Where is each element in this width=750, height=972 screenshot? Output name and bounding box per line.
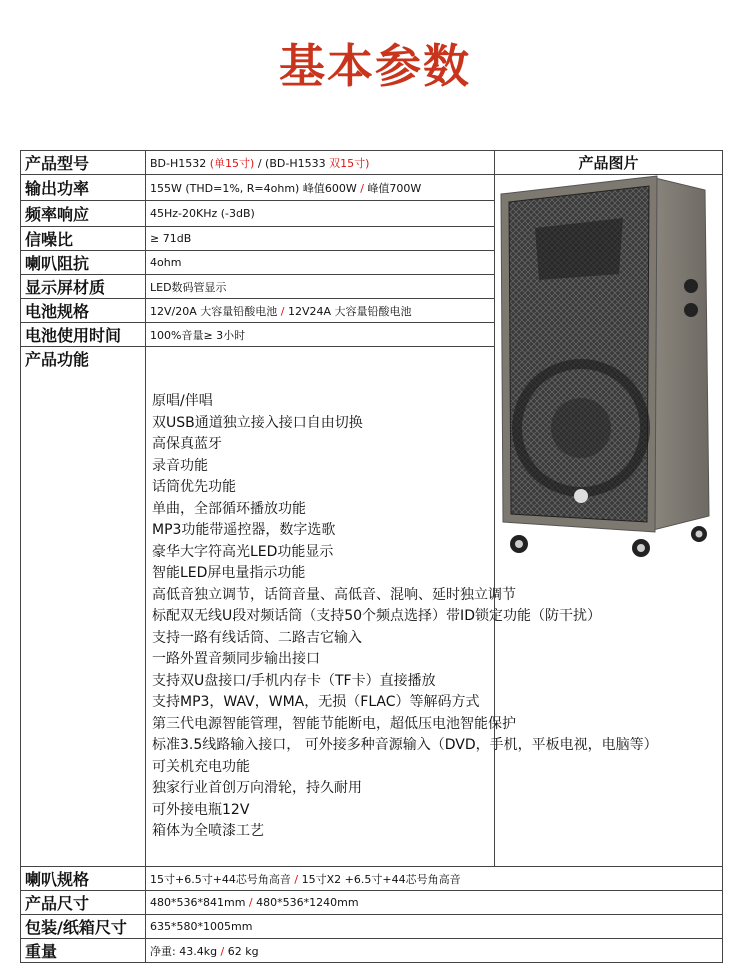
list-item: 标配双无线U段对频话筒（支持50个频点选择）带ID锁定功能（防干扰） bbox=[152, 608, 601, 624]
row-label: 电池规格 bbox=[21, 299, 146, 323]
value-separator: / bbox=[217, 944, 228, 958]
product-image bbox=[495, 170, 725, 562]
value-text: 45Hz-20KHz (-3dB) bbox=[150, 207, 255, 220]
value-text: LED数码管显示 bbox=[150, 280, 227, 294]
value-text: 12V/20A 大容量铅酸电池 bbox=[150, 304, 278, 318]
row-value bbox=[146, 201, 495, 227]
value-text: 100%音量≥ 3小时 bbox=[150, 328, 246, 342]
row-label: 电池使用时间 bbox=[21, 323, 146, 347]
row-label: 产品尺寸 bbox=[21, 891, 146, 915]
value-text: 480*536*841mm bbox=[150, 896, 246, 909]
list-item: 支持一路有线话筒、二路吉它输入 bbox=[152, 629, 362, 646]
list-item: 单曲，全部循环播放功能 bbox=[152, 500, 306, 517]
list-item: MP3功能带遥控器，数字选歌 bbox=[152, 522, 336, 538]
row-label: 显示屏材质 bbox=[21, 275, 146, 299]
list-item: 第三代电源智能管理，智能节能断电，超低压电池智能保护 bbox=[152, 715, 516, 732]
list-item: 原唱/伴唱 bbox=[152, 393, 213, 409]
value-text: 4ohm bbox=[150, 256, 182, 269]
row-value bbox=[146, 227, 495, 251]
table-row bbox=[21, 915, 723, 939]
list-item: 可外接电瓶12V bbox=[152, 801, 250, 818]
row-label: 喇叭规格 bbox=[21, 867, 146, 891]
value-text: / (BD-H1533 bbox=[254, 156, 330, 170]
list-item: 双USB通道独立接入接口自由切换 bbox=[152, 414, 363, 431]
row-value bbox=[146, 939, 723, 963]
table-row bbox=[21, 867, 723, 891]
row-label: 频率响应 bbox=[21, 201, 146, 227]
value-text: 480*536*1240mm bbox=[256, 896, 359, 909]
list-item: 支持双U盘接口/手机内存卡（TF卡）直接播放 bbox=[152, 672, 436, 689]
row-value bbox=[146, 915, 723, 939]
speaker-illustration bbox=[495, 170, 725, 562]
value-separator: / bbox=[277, 304, 288, 318]
row-label: 喇叭阻抗 bbox=[21, 251, 146, 275]
value-separator: / bbox=[290, 872, 302, 886]
value-separator: (单15寸) bbox=[209, 156, 255, 170]
row-value bbox=[146, 323, 495, 347]
list-item: 独家行业首创万向滑轮，持久耐用 bbox=[152, 780, 362, 796]
row-label: 输出功率 bbox=[21, 175, 146, 201]
value-text: 峰值700W bbox=[367, 181, 422, 195]
list-item: 箱体为全喷漆工艺 bbox=[152, 823, 264, 839]
value-text: 15寸X2 +6.5寸+44芯号角高音 bbox=[301, 872, 461, 886]
value-text: 155W (THD=1%, R=4ohm) 峰值600W bbox=[150, 181, 357, 195]
value-text: ≥ 71dB bbox=[150, 232, 192, 245]
list-item: 智能LED屏电量指示功能 bbox=[152, 565, 306, 581]
value-separator: 双15寸) bbox=[329, 156, 370, 170]
row-value bbox=[146, 151, 495, 175]
value-text: 635*580*1005mm bbox=[150, 920, 253, 933]
list-item: 标准3.5线路输入接口， 可外接多种音源输入（DVD，手机，平板电视，电脑等） bbox=[152, 737, 658, 753]
row-value bbox=[146, 299, 495, 323]
list-item: 可关机充电功能 bbox=[152, 758, 250, 775]
list-item: 高保真蓝牙 bbox=[152, 436, 222, 452]
value-text: 15寸+6.5寸+44芯号角高音 bbox=[150, 872, 291, 886]
row-label: 产品功能 bbox=[21, 347, 146, 867]
list-item: 高低音独立调节，话筒音量、高低音、混响、延时独立调节 bbox=[152, 586, 516, 603]
row-value bbox=[146, 891, 723, 915]
value-separator: / bbox=[356, 181, 368, 195]
row-label: 重量 bbox=[21, 939, 146, 963]
list-item: 支持MP3，WAV，WMA，无损（FLAC）等解码方式 bbox=[152, 694, 480, 710]
value-text: 净重: 43.4kg bbox=[150, 944, 218, 958]
row-label: 信噪比 bbox=[21, 227, 146, 251]
value-separator: / bbox=[245, 896, 257, 909]
list-item: 录音功能 bbox=[152, 457, 208, 474]
row-label: 产品型号 bbox=[21, 151, 146, 175]
value-text: 62 kg bbox=[227, 944, 259, 958]
list-item: 话筒优先功能 bbox=[152, 479, 236, 495]
value-text: BD-H1532 bbox=[150, 156, 210, 170]
row-value bbox=[146, 175, 495, 201]
row-value bbox=[146, 251, 495, 275]
value-text: 12V24A 大容量铅酸电池 bbox=[287, 304, 412, 318]
list-item: 豪华大字符高光LED功能显示 bbox=[152, 543, 334, 560]
row-value bbox=[146, 867, 723, 891]
row-value bbox=[146, 275, 495, 299]
image-column-header: 产品图片 bbox=[495, 151, 723, 175]
page-title: 基本参数 bbox=[279, 39, 471, 93]
table-row bbox=[21, 891, 723, 915]
list-item: 一路外置音频同步输出接口 bbox=[152, 651, 320, 667]
table-row bbox=[21, 939, 723, 963]
row-label: 包装/纸箱尺寸 bbox=[21, 915, 146, 939]
